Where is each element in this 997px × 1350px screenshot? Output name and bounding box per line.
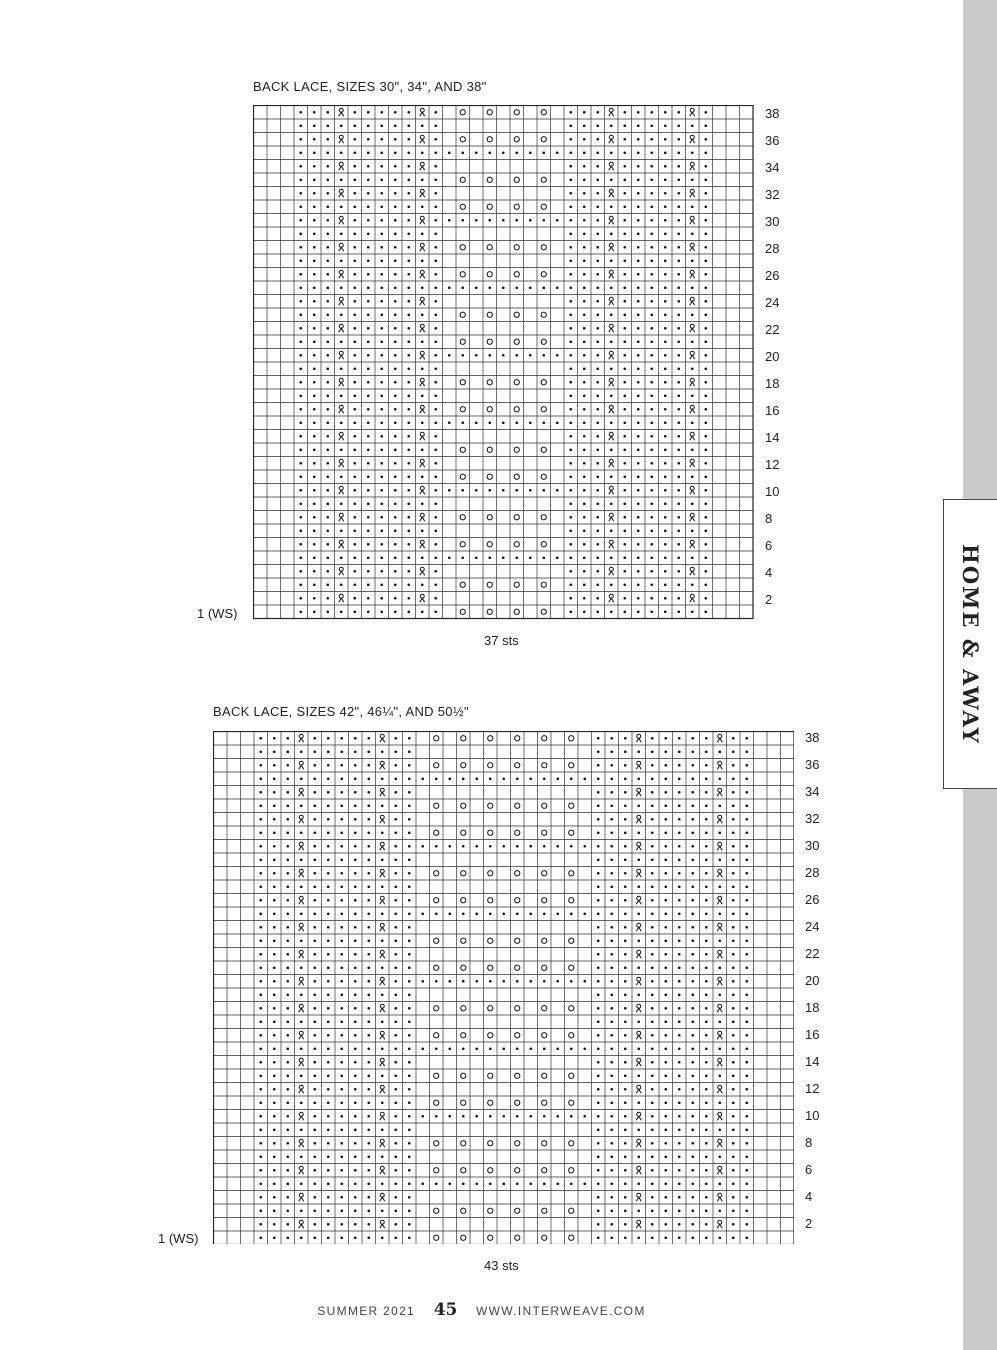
row-number: 36 bbox=[765, 133, 780, 148]
row-number: 34 bbox=[805, 784, 820, 799]
row-number: 4 bbox=[805, 1189, 813, 1204]
row-number: 38 bbox=[765, 106, 780, 121]
row-number: 30 bbox=[805, 838, 820, 853]
row-number: 8 bbox=[805, 1135, 813, 1150]
row-number: 20 bbox=[805, 973, 820, 988]
page-footer bbox=[0, 1300, 963, 1320]
row-number: 4 bbox=[765, 565, 773, 580]
row-number: 30 bbox=[765, 214, 780, 229]
row-number: 32 bbox=[765, 187, 780, 202]
section-tab[interactable] bbox=[943, 499, 997, 789]
row-number: 12 bbox=[805, 1081, 820, 1096]
section-tab-label: HOME & AWAY bbox=[958, 543, 983, 745]
row-number: 22 bbox=[805, 946, 820, 961]
row-number: 10 bbox=[805, 1108, 820, 1123]
row-number: 2 bbox=[805, 1216, 813, 1231]
row-number: 22 bbox=[765, 322, 780, 337]
chart-1-ws-label: 1 (WS) bbox=[197, 606, 238, 621]
footer-issue: SUMMER 2021 bbox=[317, 1304, 416, 1318]
chart-1-title: BACK LACE, SIZES 30", 34", AND 38" bbox=[253, 79, 487, 94]
row-number: 36 bbox=[805, 757, 820, 772]
row-number: 20 bbox=[765, 349, 780, 364]
chart-2-grid bbox=[213, 731, 794, 1244]
row-number: 26 bbox=[765, 268, 780, 283]
row-number: 24 bbox=[805, 919, 820, 934]
row-number: 2 bbox=[765, 592, 773, 607]
row-number: 6 bbox=[805, 1162, 813, 1177]
row-number: 14 bbox=[765, 430, 780, 445]
row-number: 32 bbox=[805, 811, 820, 826]
row-number: 38 bbox=[805, 730, 820, 745]
chart-1-grid bbox=[253, 105, 754, 620]
row-number: 14 bbox=[805, 1054, 820, 1069]
row-number: 28 bbox=[765, 241, 780, 256]
row-number: 16 bbox=[805, 1027, 820, 1042]
row-number: 26 bbox=[805, 892, 820, 907]
row-number: 18 bbox=[805, 1000, 820, 1015]
row-number: 10 bbox=[765, 484, 780, 499]
row-number: 24 bbox=[765, 295, 780, 310]
row-number: 16 bbox=[765, 403, 780, 418]
chart-1-stitch-count: 37 sts bbox=[484, 633, 519, 648]
row-number: 6 bbox=[765, 538, 773, 553]
row-number: 34 bbox=[765, 160, 780, 175]
row-number: 12 bbox=[765, 457, 780, 472]
row-number: 18 bbox=[765, 376, 780, 391]
page-number: 45 bbox=[433, 1300, 458, 1320]
chart-2-stitch-count: 43 sts bbox=[484, 1258, 519, 1273]
chart-2-ws-label: 1 (WS) bbox=[158, 1231, 199, 1246]
row-number: 8 bbox=[765, 511, 773, 526]
row-number: 28 bbox=[805, 865, 820, 880]
footer-website[interactable]: WWW.INTERWEAVE.COM bbox=[476, 1304, 646, 1318]
chart-2-title: BACK LACE, SIZES 42", 46¼", AND 50½" bbox=[213, 704, 469, 719]
